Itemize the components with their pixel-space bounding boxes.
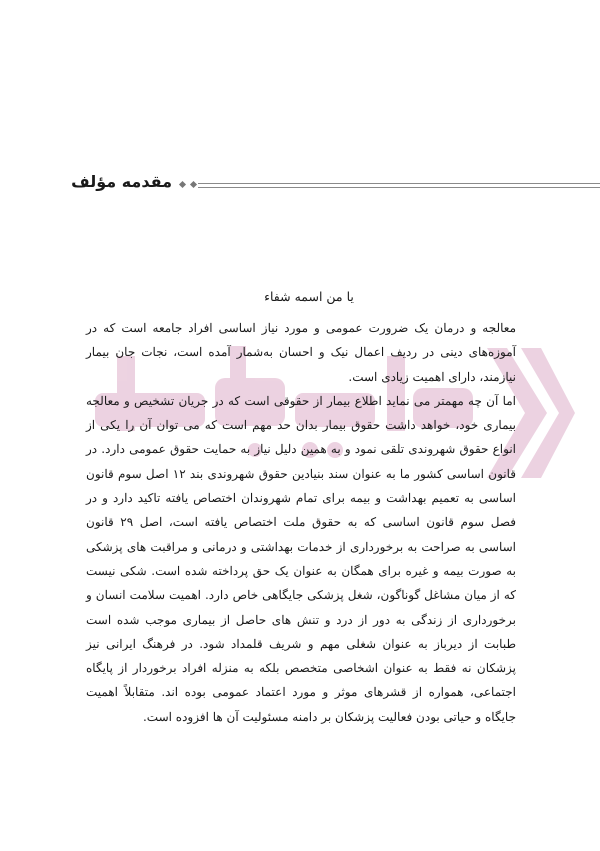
paragraph: معالجه و درمان یک ضرورت عمومی و مورد نیاز اساسی افراد جامعه است که در آموزه‌های دینی در ردیف اعمال نیک و احسان به‌شمار آمده است، نجات جان بیمار نیازمند، دارای اهمیت زیادی است. bbox=[86, 321, 516, 384]
diamond-ornament-icon bbox=[179, 181, 186, 188]
paragraph: اما آن چه مهمتر می نماید اطلاع بیمار از حقوقی است که در جریان تشخیص و معالجه بیماری خود، خواهد داشت حقوق بیمار بدان حد مهم است که می توان آن را یکی از انواع حقوق شهروندی تلقی نمود و به همین دلیل نیاز به حمایت حقوق عمومی دارد. در قانون اساسی کشور ما به عنوان سند بنیادین حقوق شهروندی بند ۱۲ اصل سوم قانون اساسی به تعمیم بهداشت و بیمه برای تمام شهروندان اختصاص یافته تاکید دارد و در فصل سوم قانون اساسی که به حقوق ملت اختصاص یافته است، اصل ۲۹ قانون اساسی به صراحت به برخورداری از خدمات بهداشتی و درمانی و مراقبت های پزشکی به صورت بیمه و غیره برای همگان به عنوان یک حق پرداخته شده است. شکی نیست که از میان مشاغل گوناگون، شغل پزشکی جایگاهی خاص دارد. اهمیت سلامت انسان و برخورداری از زندگی به دور از درد و تنش های حاصل از بیماری موجب شده است طبابت از دیرباز به عنوان شغلی مهم و شریف قلمداد شود. در فرهنگ ایرانی نیز پزشکان نه فقط به عنوان اشخاصی متخصص بلکه به منزله افراد برخوردار از پایگاه اجتماعی، همواره از قشرهای موثر و مورد اعتماد عمومی بوده اند. متقابلاً اهمیت جایگاه و حیاتی بودن فعالیت پزشکان بر دامنه مسئولیت آن ها افزوده است. bbox=[86, 393, 516, 724]
heading-row bbox=[0, 172, 600, 200]
body-text bbox=[86, 316, 516, 729]
heading-rule bbox=[198, 183, 600, 188]
invocation-line: یا من اسمه شفاء bbox=[264, 289, 354, 304]
diamond-ornament-icon bbox=[190, 181, 197, 188]
page-title: مقدمه مؤلف bbox=[71, 172, 172, 191]
